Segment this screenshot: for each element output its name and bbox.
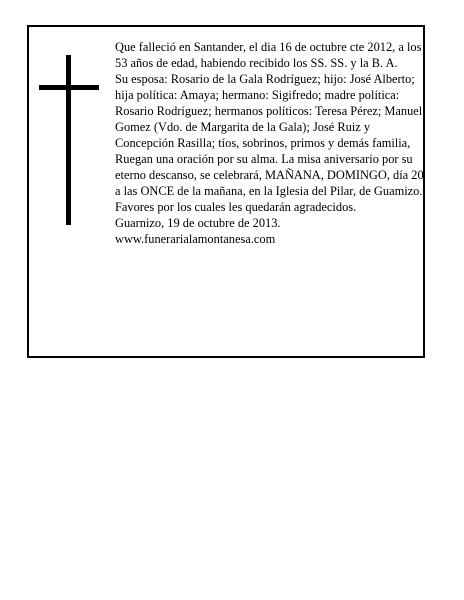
notice-website: www.funerarialamontanesa.com [115,232,276,246]
obituary-notice [27,25,425,358]
notice-paragraph-date: Guarnizo, 19 de octubre de 2013. [115,216,281,230]
notice-paragraph-death: Que falleció en Santander, el dia 16 de octubre cte 2012, a los 53 años de edad, habiendo recibido los SS. SS. y la B. A. [115,40,422,70]
cross-horizontal-bar [39,85,99,90]
notice-paragraph-family: Su esposa: Rosario de la Gala Rodríguez; hijo: José Alberto; hija política: Amaya; hermano: Sigifredo; madre política: Rosario Rodríguez; hermanos políticos: Teresa Pérez; Manuel Gomez (Vdo. de Margarita de la Gala); José Ruiz y Concepción Rasilla; tíos, sobrinos, primos y demás familia, [115,72,423,150]
cross-vertical-bar [66,55,71,225]
notice-text [115,39,425,247]
cross-icon [39,55,99,225]
notice-paragraph-mass: Ruegan una oración por su alma. La misa aniversario por su eterno descanso, se celebrará, MAÑANA, DOMINGO, día 20 a las ONCE de la mañana, en la Iglesia del Pilar, de Guamizo. Favores por los cuales les quedarán agradecidos. [115,152,424,214]
